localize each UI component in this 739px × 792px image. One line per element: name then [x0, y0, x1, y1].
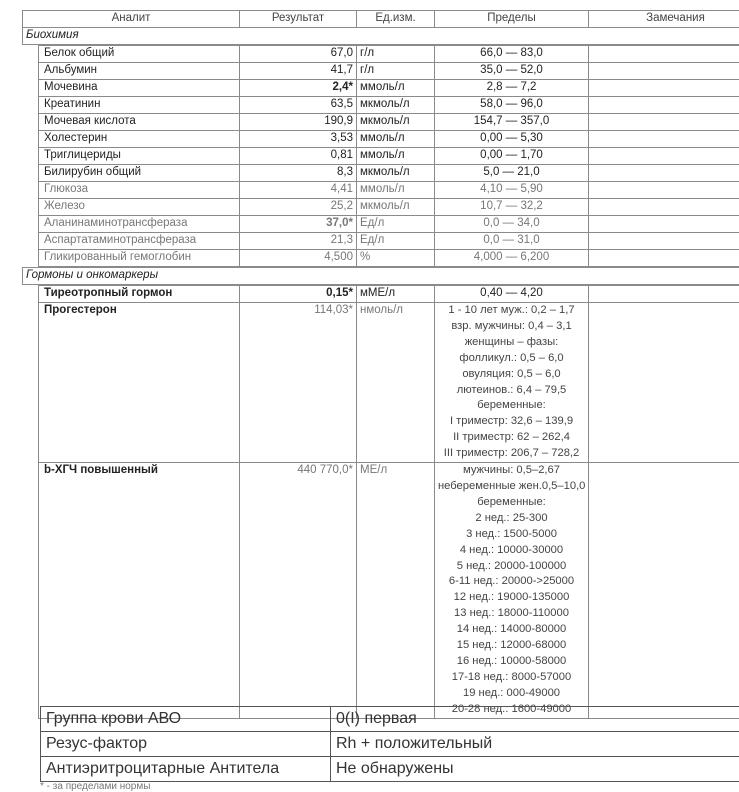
summary-row [41, 732, 739, 757]
table-row [39, 97, 739, 114]
range-line: 17-18 нед.: 8000-57000 [438, 670, 585, 686]
analyte-unit: % [357, 250, 435, 267]
analyte-notes [589, 97, 739, 114]
table-row [39, 199, 739, 216]
analyte-unit: ммоль/л [357, 182, 435, 199]
header-analyte: Аналит [23, 11, 240, 28]
table-row [39, 63, 739, 80]
analyte-unit: г/л [357, 46, 435, 63]
analyte-range: 0,0 — 34,0 [435, 216, 589, 233]
range-line: лютеинов.: 6,4 – 79,5 [438, 383, 585, 399]
analyte-result: 63,5 [240, 97, 357, 114]
blood-group-table [40, 706, 739, 782]
analyte-name: Мочевая кислота [39, 114, 240, 131]
analyte-range: 2,8 — 7,2 [435, 80, 589, 97]
analyte-notes [589, 303, 739, 463]
range-line: 16 нед.: 10000-58000 [438, 654, 585, 670]
analyte-name: Железо [39, 199, 240, 216]
table-row [39, 114, 739, 131]
analyte-unit: мМЕ/л [357, 286, 435, 303]
summary-value: 0(I) первая [331, 707, 739, 732]
analyte-name: Тиреотропный гормон [39, 286, 240, 303]
analyte-unit: Ед/л [357, 233, 435, 250]
hormones-table [38, 285, 739, 719]
range-line: взр. мужчины: 0,4 – 3,1 [438, 319, 585, 335]
analyte-result: 41,7 [240, 63, 357, 80]
analyte-unit: г/л [357, 63, 435, 80]
analyte-name: Аспартатаминотрансфераза [39, 233, 240, 250]
table-row [39, 182, 739, 199]
hormones-section [22, 267, 739, 285]
analyte-unit: ммоль/л [357, 131, 435, 148]
analyte-name: Аланинаминотрансфераза [39, 216, 240, 233]
section-hormones-row [23, 268, 739, 285]
analyte-range: 0,40 — 4,20 [435, 286, 589, 303]
analyte-range: 0,0 — 31,0 [435, 233, 589, 250]
analyte-range: 0,00 — 1,70 [435, 148, 589, 165]
analyte-notes [589, 463, 739, 719]
range-line: 12 нед.: 19000-135000 [438, 590, 585, 606]
analyte-unit: мкмоль/л [357, 165, 435, 182]
analyte-result: 190,9 [240, 114, 357, 131]
header-result: Результат [240, 11, 357, 28]
table-row [39, 165, 739, 182]
summary-label: Группа крови АВО [41, 707, 331, 732]
analyte-result: 0,81 [240, 148, 357, 165]
table-row [39, 303, 739, 463]
section-hormones-title: Гормоны и онкомаркеры [23, 268, 739, 285]
table-row [39, 46, 739, 63]
summary-row [41, 757, 739, 782]
section-biochem-title: Биохимия [23, 28, 739, 45]
footnote: * - за пределами нормы [40, 781, 150, 792]
range-line: I триместр: 32,6 – 139,9 [438, 414, 585, 430]
analyte-notes [589, 199, 739, 216]
table-row [39, 233, 739, 250]
analyte-notes [589, 182, 739, 199]
section-biochem-row [23, 28, 739, 45]
analyte-name: Билирубин общий [39, 165, 240, 182]
lab-results-sheet [22, 10, 739, 719]
range-line: 3 нед.: 1500-5000 [438, 527, 585, 543]
analyte-range: 4,10 — 5,90 [435, 182, 589, 199]
range-line: 20-28 нед.: 1600-49000 [438, 702, 585, 718]
range-line: беременные: [438, 495, 585, 511]
analyte-name: Альбумин [39, 63, 240, 80]
analyte-notes [589, 114, 739, 131]
analyte-notes [589, 216, 739, 233]
analyte-name: Триглицериды [39, 148, 240, 165]
analyte-unit: нмоль/л [357, 303, 435, 463]
progesterone-range-list [435, 303, 589, 463]
analyte-range: 4,000 — 6,200 [435, 250, 589, 267]
hcg-range-list [435, 463, 589, 719]
analyte-range: 66,0 — 83,0 [435, 46, 589, 63]
analyte-unit: мкмоль/л [357, 199, 435, 216]
analyte-result: 3,53 [240, 131, 357, 148]
range-line: мужчины: 0,5–2,67 [438, 463, 585, 479]
analyte-notes [589, 286, 739, 303]
summary-label: Антиэритроцитарные Антитела [41, 757, 331, 782]
analyte-name: Глюкоза [39, 182, 240, 199]
header-notes: Замечания [589, 11, 739, 28]
range-line: женщины – фазы: [438, 335, 585, 351]
table-row [39, 80, 739, 97]
analyte-notes [589, 46, 739, 63]
analyte-notes [589, 233, 739, 250]
range-line: 19 нед.: 000-49000 [438, 686, 585, 702]
summary-value: Rh + положительный [331, 732, 739, 757]
analyte-unit: ммоль/л [357, 80, 435, 97]
table-row [39, 216, 739, 233]
analyte-unit: Ед/л [357, 216, 435, 233]
analyte-result: 114,03* [240, 303, 357, 463]
analyte-result: 440 770,0* [240, 463, 357, 719]
analyte-range: 154,7 — 357,0 [435, 114, 589, 131]
analyte-range: 0,00 — 5,30 [435, 131, 589, 148]
summary-row [41, 707, 739, 732]
analyte-notes [589, 165, 739, 182]
range-line: 4 нед.: 10000-30000 [438, 543, 585, 559]
range-line: беременные: [438, 398, 585, 414]
table-row [39, 286, 739, 303]
analyte-range: 35,0 — 52,0 [435, 63, 589, 80]
analyte-notes [589, 250, 739, 267]
analyte-notes [589, 148, 739, 165]
analyte-name: b-ХГЧ повышенный [39, 463, 240, 719]
analyte-result: 2,4* [240, 80, 357, 97]
summary-value: Не обнаружены [331, 757, 739, 782]
range-line: II триместр: 62 – 262,4 [438, 430, 585, 446]
analyte-unit: мкмоль/л [357, 97, 435, 114]
analyte-unit: МЕ/л [357, 463, 435, 719]
analyte-name: Гликированный гемоглобин [39, 250, 240, 267]
analyte-notes [589, 80, 739, 97]
analyte-name: Креатинин [39, 97, 240, 114]
analyte-notes [589, 131, 739, 148]
range-line: небеременные жен.0,5–10,0 [438, 479, 585, 495]
analyte-result: 25,2 [240, 199, 357, 216]
range-line: овуляция: 0,5 – 6,0 [438, 367, 585, 383]
table-row [39, 148, 739, 165]
table-row [39, 250, 739, 267]
header-range: Пределы [435, 11, 589, 28]
range-line: фолликул.: 0,5 – 6,0 [438, 351, 585, 367]
summary-label: Резус-фактор [41, 732, 331, 757]
range-line: 1 - 10 лет муж.: 0,2 – 1,7 [438, 303, 585, 319]
table-header [23, 11, 739, 28]
analyte-result: 0,15* [240, 286, 357, 303]
analyte-range: 10,7 — 32,2 [435, 199, 589, 216]
range-line: 6-11 нед.: 20000->25000 [438, 574, 585, 590]
header-unit: Ед.изм. [357, 11, 435, 28]
analyte-name: Мочевина [39, 80, 240, 97]
analyte-range: 58,0 — 96,0 [435, 97, 589, 114]
analyte-result: 8,3 [240, 165, 357, 182]
table-row [39, 131, 739, 148]
range-line: 2 нед.: 25-300 [438, 511, 585, 527]
analyte-range: 5,0 — 21,0 [435, 165, 589, 182]
range-line: III триместр: 206,7 – 728,2 [438, 446, 585, 462]
analyte-name: Белок общий [39, 46, 240, 63]
analyte-result: 67,0 [240, 46, 357, 63]
analyte-notes [589, 63, 739, 80]
range-line: 13 нед.: 18000-110000 [438, 606, 585, 622]
analyte-name: Холестерин [39, 131, 240, 148]
results-table [22, 10, 739, 45]
range-line: 5 нед.: 20000-100000 [438, 559, 585, 575]
range-line: 14 нед.: 14000-80000 [438, 622, 585, 638]
range-line: 15 нед.: 12000-68000 [438, 638, 585, 654]
analyte-result: 4,41 [240, 182, 357, 199]
biochem-table [38, 45, 739, 267]
analyte-result: 37,0* [240, 216, 357, 233]
analyte-result: 21,3 [240, 233, 357, 250]
analyte-result: 4,500 [240, 250, 357, 267]
analyte-unit: ммоль/л [357, 148, 435, 165]
analyte-name: Прогестерон [39, 303, 240, 463]
table-row [39, 463, 739, 719]
analyte-unit: мкмоль/л [357, 114, 435, 131]
